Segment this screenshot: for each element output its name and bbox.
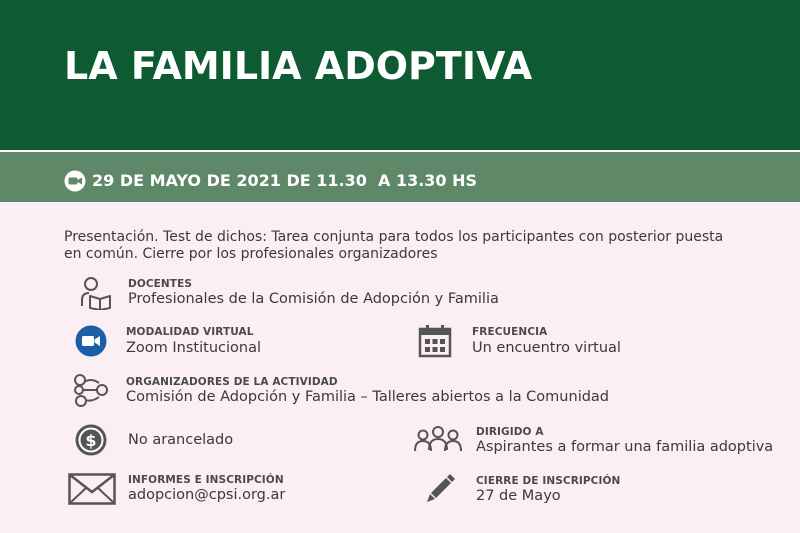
calendar-icon xyxy=(418,324,452,358)
page-title: LA FAMILIA ADOPTIVA xyxy=(64,44,533,88)
svg-text:$: $ xyxy=(85,431,97,450)
description: Presentación. Test de dichos: Tarea conjunta para todos los participantes con posterior puesta en común. Cierre por los profesionales organizadores xyxy=(64,229,724,262)
dollar-icon xyxy=(75,424,107,456)
network-icon xyxy=(73,373,109,407)
cierre-label: CIERRE DE INSCRIPCIÓN xyxy=(476,475,621,487)
frecuencia-label: FRECUENCIA xyxy=(472,326,548,338)
organizadores-label: ORGANIZADORES DE LA ACTIVIDAD xyxy=(126,376,338,388)
docentes-label: DOCENTES xyxy=(128,278,193,290)
dirigido-label: DIRIGIDO A xyxy=(476,426,544,438)
teacher-book-icon xyxy=(80,276,114,310)
modalidad-label: MODALIDAD VIRTUAL xyxy=(126,326,254,338)
arancel-value: No arancelado xyxy=(128,432,234,448)
envelope-icon xyxy=(68,473,116,505)
cierre-value: 27 de Mayo xyxy=(476,488,561,504)
group-icon xyxy=(413,426,463,454)
docentes-value: Profesionales de la Comisión de Adopción y Familia xyxy=(128,291,499,307)
dirigido-value: Aspirantes a formar una familia adoptiva xyxy=(476,439,774,455)
event-date: 29 DE MAYO DE 2021 DE 11.30 A 13.30 HS xyxy=(92,171,478,190)
frecuencia-value: Un encuentro virtual xyxy=(472,340,621,356)
zoom-icon xyxy=(75,325,107,357)
organizadores-value: Comisión de Adopción y Familia – Talleres abiertos a la Comunidad xyxy=(126,389,610,405)
pencil-icon xyxy=(425,473,455,503)
informes-email[interactable]: adopcion@cpsi.org.ar xyxy=(128,487,286,503)
video-camera-icon xyxy=(64,170,86,192)
modalidad-value: Zoom Institucional xyxy=(126,340,261,356)
informes-label: INFORMES E INSCRIPCIÓN xyxy=(128,474,284,486)
